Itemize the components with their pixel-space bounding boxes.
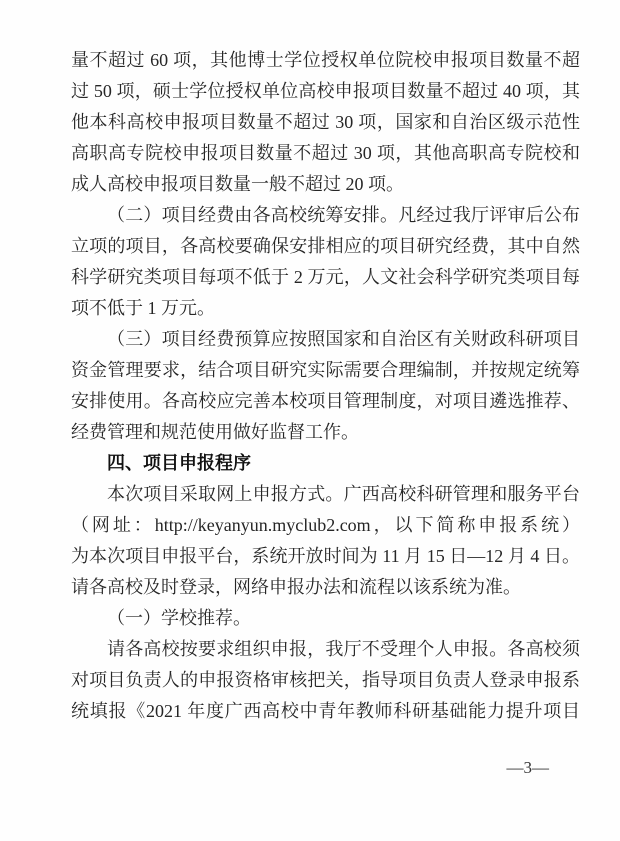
text-line: 为本次项目申报平台，系统开放时间为 11 月 15 日—12 月 4 日。 bbox=[71, 546, 580, 566]
text-line: 高职高专院校申报项目数量不超过 30 项，其他高职高专院校和 bbox=[71, 143, 580, 163]
text-line: 过 50 项，硕士学位授权单位高校申报项目数量不超过 40 项，其 bbox=[71, 81, 580, 101]
text-line: （三）项目经费预算应按照国家和自治区有关财政科研项目 bbox=[107, 329, 580, 349]
text-line: 立项的项目，各高校要确保安排相应的项目研究经费，其中自然 bbox=[71, 236, 580, 256]
document-lines bbox=[71, 45, 580, 727]
text-line: 他本科高校申报项目数量不超过 30 项，国家和自治区级示范性 bbox=[71, 112, 580, 132]
text-line: 资金管理要求，结合项目研究实际需要合理编制，并按规定统筹 bbox=[71, 360, 580, 380]
text-line: 安排使用。各高校应完善本校项目管理制度，对项目遴选推荐、 bbox=[71, 391, 580, 411]
text-line: 项不低于 1 万元。 bbox=[71, 298, 215, 318]
text-line: 对项目负责人的申报资格审核把关，指导项目负责人登录申报系 bbox=[71, 670, 580, 690]
text-line: 科学研究类项目每项不低于 2 万元，人文社会科学研究类项目每 bbox=[71, 267, 580, 287]
text-line: 本次项目采取网上申报方式。广西高校科研管理和服务平台 bbox=[107, 484, 580, 504]
text-line: （一）学校推荐。 bbox=[107, 608, 251, 628]
text-line: 请各高校按要求组织申报，我厅不受理个人申报。各高校须 bbox=[107, 639, 580, 659]
text-line: （二）项目经费由各高校统筹安排。凡经过我厅评审后公布 bbox=[107, 205, 580, 225]
text-line: 量不超过 60 项，其他博士学位授权单位院校申报项目数量不超 bbox=[71, 50, 580, 70]
text-line: 经费管理和规范使用做好监督工作。 bbox=[71, 422, 359, 442]
section-heading: 四、项目申报程序 bbox=[107, 453, 251, 473]
text-line: 请各高校及时登录，网络申报办法和流程以该系统为准。 bbox=[71, 577, 521, 597]
page-number: —3— bbox=[506, 758, 549, 777]
text-line: 成人高校申报项目数量一般不超过 20 项。 bbox=[71, 174, 404, 194]
text-line: 统填报《2021 年度广西高校中青年教师科研基础能力提升项目 bbox=[71, 701, 580, 721]
text-line: （网址：http://keyanyun.myclub2.com，以下简称申报系统） bbox=[71, 515, 580, 535]
